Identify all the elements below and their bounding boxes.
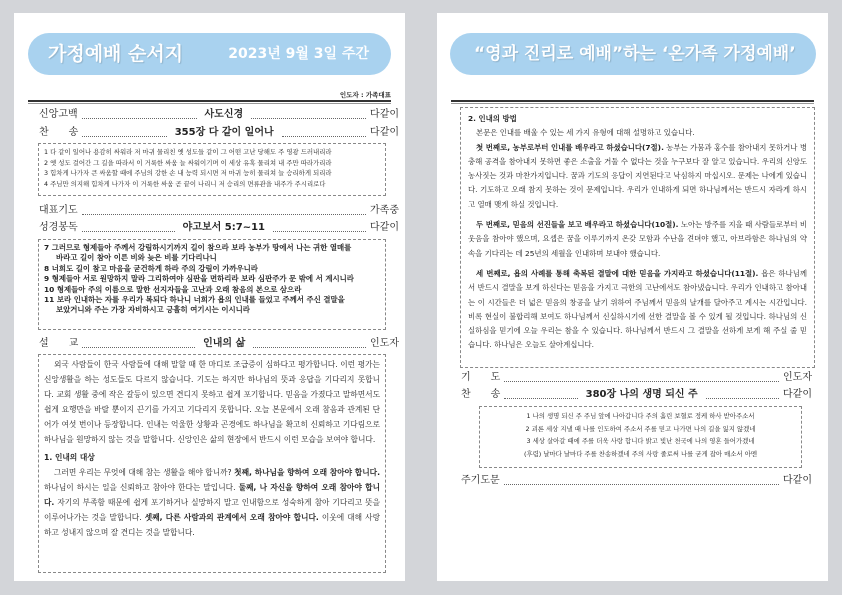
order-row-prayer: [39, 204, 399, 218]
order-label: 신앙고백: [39, 109, 78, 120]
scripture-verse: 9 형제들아 서로 원망하지 말라 그리하여야 심판을 면하리라 보라 심판주가 문 밖에 서 계시니라: [44, 274, 354, 284]
order-row-lords-prayer: [461, 474, 812, 488]
sermon-box: [38, 354, 386, 573]
section-heading: 1. 인내의 대상: [44, 453, 95, 463]
scripture-verse: 10 형제들아 주의 이름으로 말한 선지자들을 고난과 오래 참음의 본으로 삼으라: [44, 284, 302, 294]
sermon-title: 인내의 삶: [203, 338, 246, 349]
sermon-continued-box: [460, 107, 815, 368]
title-banner: [450, 33, 816, 75]
top-divider: [451, 100, 814, 102]
right-page: [437, 13, 828, 581]
order-item: 355장 다 같이 일어나: [174, 127, 274, 138]
scripture-verse: 보았거니와 주는 가장 자비하시고 긍휼히 여기시는 이시니라: [56, 305, 250, 315]
hymn-verse: 3 힘차게 나가자 큰 싸움할 때에 주님의 강한 손 내 능력 되시면 저 마귀 능히 물리쳐 늘 승리하게 되리라: [44, 169, 332, 178]
order-leader: 가족중: [370, 205, 399, 216]
hymn-verse: 4 주님만 의지해 힘차게 나가자 이 거룩한 싸움 곧 끝이 나리니 저 승리의 면류관을 내주가 주시리로다: [44, 179, 326, 188]
order-row-hymn: [39, 126, 399, 140]
hymn-verse: 1 다 같이 일어나 용감히 싸워라 저 마귀 물리친 옛 성도들 같이 그 어떤 고난 당해도 주 영광 드러내리라: [44, 148, 332, 156]
scripture-verse: 8 너희도 길이 참고 마음을 굳건하게 하라 주의 강림이 가까우니라: [44, 263, 258, 273]
order-leader: 다같이: [783, 389, 812, 400]
order-label: 찬 송: [39, 127, 79, 138]
top-divider-thin: [451, 103, 814, 104]
order-label: 주기도문: [461, 475, 500, 486]
hymn-verse: 2 괴론 세상 지낼 때 나를 인도하여 주소서 주를 믿고 나가면 나의 길을 잃지 않겠네: [525, 424, 756, 433]
order-item: 사도신경: [204, 109, 244, 120]
order-label: 찬 송: [461, 389, 501, 400]
leader-info: 인도자 : 가족대표: [339, 91, 391, 99]
top-divider: [28, 100, 391, 102]
page-title: 가정예배 순서지: [48, 43, 184, 65]
method-paragraph-2: 두 번째로, 믿음의 선진들을 보고 배우라고 하셨습니다(10절). 노아는 방주를 지을 때 사람들로부터 비웃음을 참아야 했으며, 요셉은 꿈을 이루기까지 온갖 모함과 수난을 견뎌야 했고, 아브라함은 하나님의 약속을 기다리는 데 25년의 세월을 인내하며 보내야 했습니다.: [468, 220, 807, 258]
hymn-lyrics-box: [479, 406, 802, 468]
order-leader: 인도자: [370, 338, 399, 349]
scripture-verse: 11 보라 인내하는 자를 우리가 복되다 하나니 너희가 욥의 인내를 들었고 주께서 주신 결말을: [44, 295, 345, 305]
left-page: [14, 13, 405, 581]
scripture-box: [38, 239, 386, 330]
top-divider-thin: [28, 103, 391, 104]
order-leader: 인도자: [783, 372, 812, 383]
section1-paragraph: 그러면 우리는 무엇에 대해 참는 생활을 해야 합니까? 첫째, 하나님을 향하여 오래 참아야 합니다. 하나님이 하시는 일을 신뢰하고 참아야 한다는 말입니다. 둘째, 나 자신을 향하여 오래 참아야 합니다. 자기의 부족함 때문에 쉽게 포기하거나 실망하지 말고 인내함으로 성숙하게 참아 기다리고 뜻을 이루어나가는 것을 말합니다. 셋째, 다른 사람과의 관계에서 오래 참아야 합니다. 이웃에 대해 사랑하고 성내지 않으며 잘 견디는 것을 말합니다.: [44, 468, 381, 537]
scripture-verse: 바라고 길이 참아 이른 비와 늦은 비를 기다리나니: [56, 253, 217, 263]
section2-intro: 본문은 인내를 배울 수 있는 세 가지 유형에 대해 설명하고 있습니다.: [476, 128, 695, 138]
order-row-prayer: [461, 371, 812, 385]
order-label: 기 도: [461, 372, 501, 383]
order-label: 대표기도: [39, 205, 78, 216]
page-title: “영과 진리로 예배”하는 ‘온가족 가정예배’: [474, 44, 796, 64]
order-leader: 다같이: [370, 109, 400, 120]
order-item: 380장 나의 생명 되신 주: [585, 389, 698, 400]
order-row-scripture: [39, 221, 399, 235]
order-row-sermon: [39, 337, 399, 351]
order-leader: 다같이: [370, 222, 399, 233]
hymn-verse: 2 옛 성도 걸어간 그 길을 따라서 이 거룩한 싸움 늘 싸워이기며 이 세상 유혹 물리쳐 내 주만 따라가리라: [44, 158, 332, 167]
order-label: 설 교: [39, 338, 79, 349]
order-leader: 다같이: [783, 475, 812, 486]
order-label: 성경봉독: [39, 222, 78, 233]
order-row-confession: [39, 108, 399, 122]
scripture-verse: 7 그러므로 형제들아 주께서 강림하시기까지 길이 참으라 보라 농부가 땅에서 나는 귀한 열매를: [44, 243, 352, 252]
section-heading: 2. 인내의 방법: [468, 114, 517, 123]
order-leader: 다같이: [370, 127, 400, 138]
title-banner: [28, 33, 391, 75]
method-paragraph-3: 세 번째로, 욥의 사례를 통해 축복된 결말에 대한 믿음을 가지라고 하셨습니다(11절). 욥은 하나님께서 반드시 결말을 보게 하신다는 믿음을 가지고 극한의 고난에서도 참아냈습니다. 우리가 인내하고 참아내는 이 시간들은 더 넓은 믿음의 창공을 날기 위하여 주님께서 믿음의 날개를 달아주고 계시는 시간입니다. 비록 현실이 불합리해 보여도 하나님께서 신실하시기에 선한 결말을 볼 수 있게 될 것입니다. 하나님의 신실하심을 믿기에 오늘 우리는 참을 수 있습니다. 하나님께서 반드시 그 결말을 선하게 보게 해 주실 줄 믿습니다. 하나님은 오늘도 살아계십니다.: [468, 268, 807, 350]
hymn-verse: (후렴) 날마다 날마다 주를 찬송하겠네 주의 사랑 줄로써 나를 굳게 잡아 매소서 아멘: [523, 449, 758, 458]
method-paragraph-1: 첫 번째로, 농부로부터 인내를 배우라고 하셨습니다(7절). 농부는 가뭄과 홍수를 참아내지 못하거나 병충해 공격을 참아내지 못하면 좋은 소출을 거둘 수 없다는 것을 누구보다 잘 알고 있습니다. 우리의 신앙도 농사짓는 것과 마찬가지입니다. 꿈과 기도의 응답이 지연된다고 낙심하지 마십시오. 문제는 나에게 있습니다. 기도하고 오래 참지 못하는 것이 문제입니다. 우리가 인내하게 되면 하나님께서는 반드시 자라게 하시고 열매 맺게 하실 것입니다.: [468, 142, 807, 209]
hymn-verse: 3 세상 살아갈 때에 주를 더욱 사랑 합니다 밝고 빛난 천국에 나의 영혼 들어가겠네: [526, 437, 755, 446]
worship-date: 2023년 9월 3일 주간: [228, 46, 369, 62]
order-item: 야고보서 5:7~11: [182, 222, 265, 233]
order-row-hymn: [461, 388, 812, 402]
hymn-lyrics-box: [38, 143, 386, 196]
sermon-intro: 외국 사람들이 한국 사람들에 대해 말할 때 한 마디로 조급증이 심하다고 평가합니다. 이런 평가는 신앙생활을 하는 성도들도 다르지 않습니다. 기도는 하지만 하나님의 뜻과 응답을 기다리지 못합니다. 교회 생활 중에 작은 갈등이 있으면 견디지 못하고 쉽게 포기합니다. 믿음을 가졌다고 말하면서도 쉽게 요행만을 바랄 뿐이지 끈기를 가지고 기다리지 못합니다. 오늘 본문에서 오래 참음과 관계된 단어가 여섯 번이나 등장합니다. 인내는 억울한 상황과 곤경에도 하나님을 확고히 신뢰하고 기다림으로 하나님을 원망하지 않는 것을 말합니다. 신앙인은 삶의 현장에서 반드시 이런 모습을 보여야 합니다.: [44, 360, 380, 444]
hymn-verse: 1 나의 생명 되신 주 주님 앞에 나아갑니다 주의 흘린 보혈로 정케 하사 받아주소서: [526, 412, 755, 420]
